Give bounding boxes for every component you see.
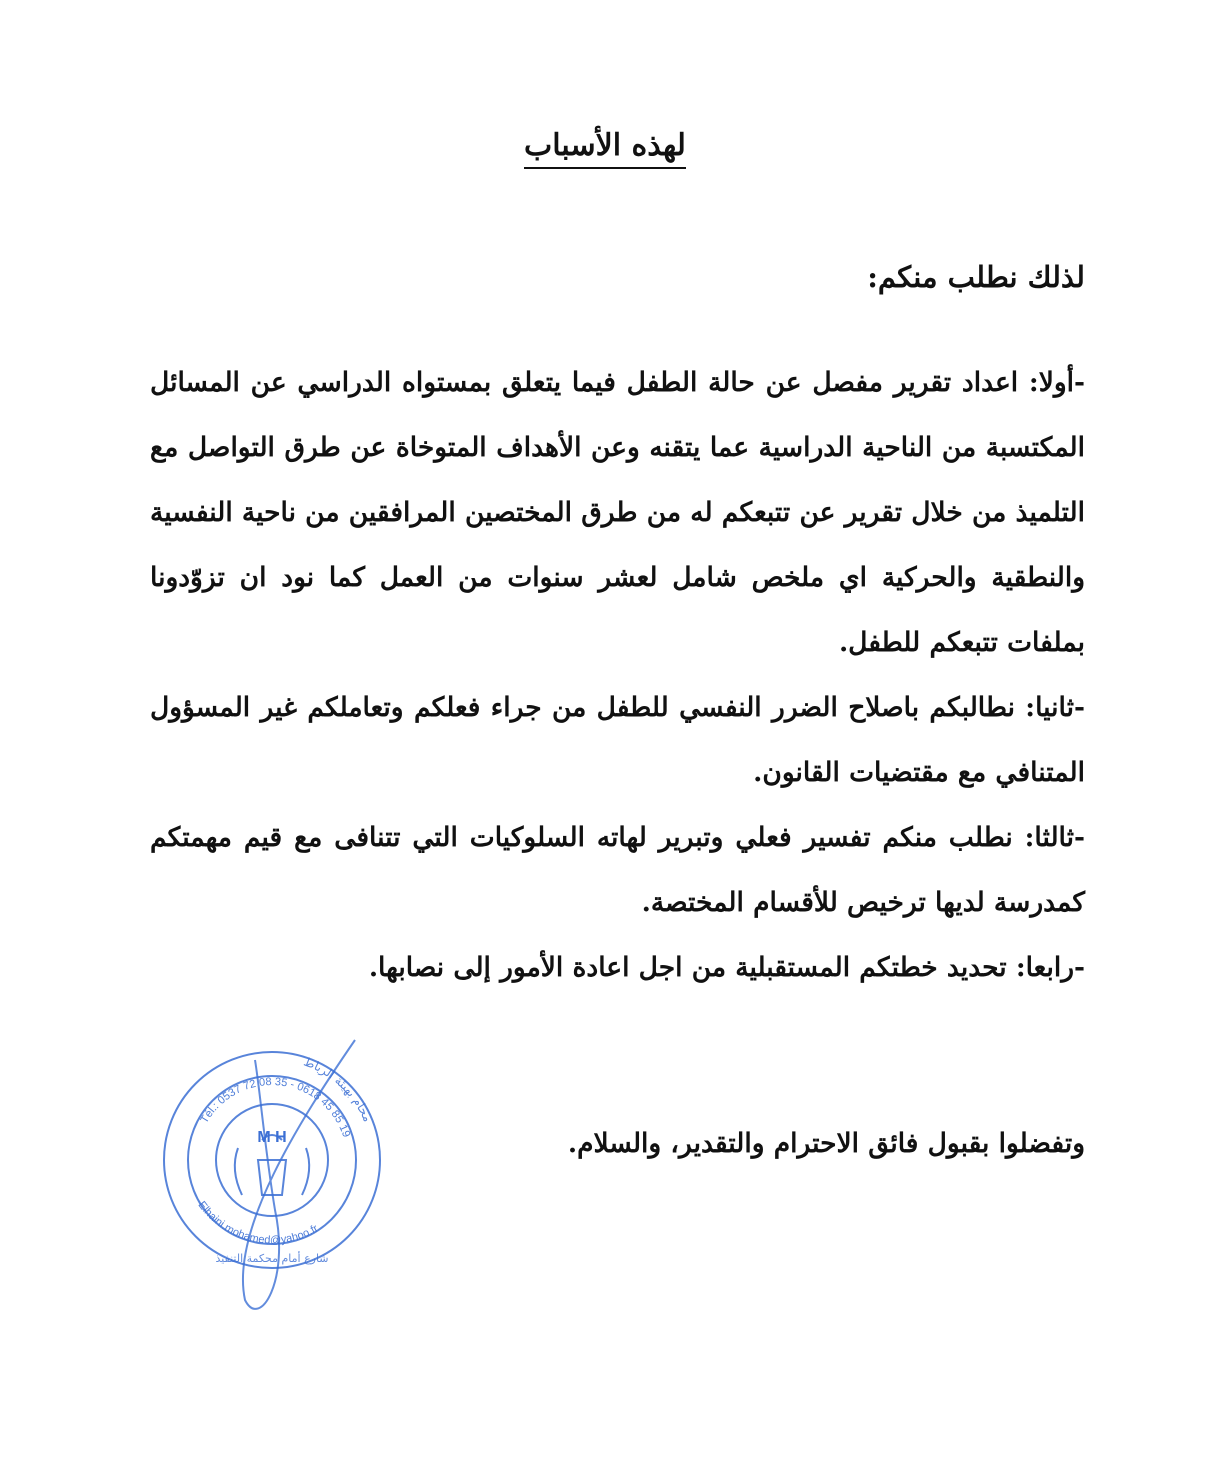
stamp-email: Elhaini.mohamed@yahoo.fr bbox=[195, 1199, 321, 1247]
document-title bbox=[400, 128, 810, 163]
request-first: -أولا: اعداد تقرير مفصل عن حالة الطفل فيما يتعلق بمستواه الدراسي عن المسائل المكتسبة من الناحية الدراسية عما يتقنه وعن الأهداف المتوخاة عن طرق التواصل مع التلميذ من خلال تقرير عن تتبعكم له من طرق المختصين المرافقين من ناحية النفسية والنطقية والحركية اي ملخص شامل لعشر سنوات من العمل كما نود ان تزوّدونا بملفات تتبعكم للطفل. bbox=[150, 367, 1085, 658]
request-fourth: -رابعا: تحديد خطتكم المستقبلية من اجل اعادة الأمور إلى نصابها. bbox=[368, 952, 1085, 983]
stamp-laurel-right bbox=[302, 1148, 309, 1195]
stamp-monogram: M H bbox=[257, 1129, 287, 1146]
stamp-bottom-text: شارع أمام محكمة التنفيذ bbox=[215, 1252, 329, 1265]
request-second: -ثانيا: نطالبكم باصلاح الضرر النفسي للطفل من جراء فعلكم وتعاملكم غير المسؤول المتنافي مع مقتضيات القانون. bbox=[150, 692, 1085, 788]
requests-body bbox=[150, 350, 1085, 1000]
stamp-top-text: محام بهيئة الرباط bbox=[301, 1054, 375, 1124]
closing-line: وتفضلوا بقبول فائق الاحترام والتقدير، والسلام. bbox=[567, 1128, 1085, 1159]
lawyer-stamp bbox=[150, 1030, 390, 1330]
request-third: -ثالثا: نطلب منكم تفسير فعلي وتبرير لهاته السلوكيات التي تتنافى مع قيم مهمتكم كمدرسة لديها ترخيص للأقسام المختصة. bbox=[150, 822, 1085, 918]
salutation: لذلك نطلب منكم: bbox=[867, 260, 1085, 294]
document-title-text: لهذه الأسباب bbox=[524, 128, 686, 169]
stamp-phone: Tél.: 0537 72 08 35 - 0618 45 85 19 bbox=[198, 1075, 353, 1139]
stamp-laurel-left bbox=[235, 1148, 242, 1195]
